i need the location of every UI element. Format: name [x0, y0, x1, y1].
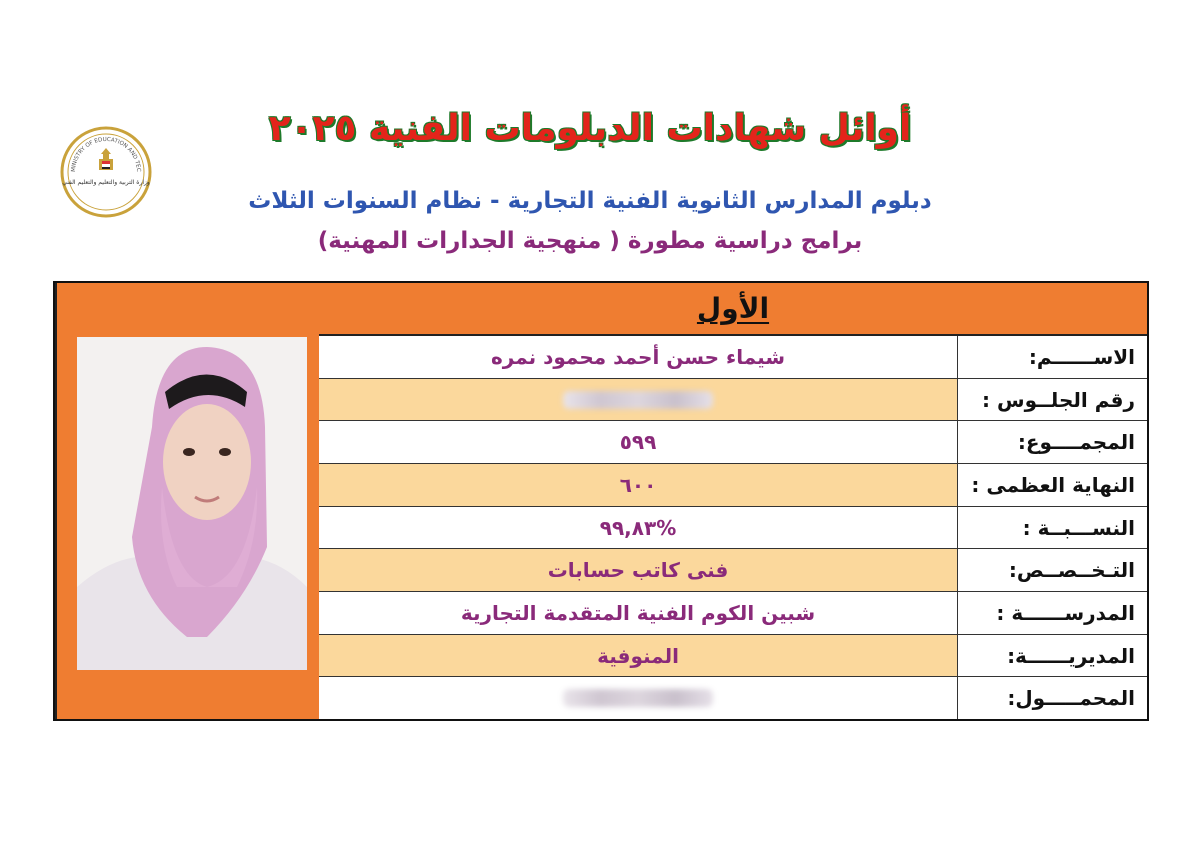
row-value: %٩٩,٨٣ — [319, 507, 957, 549]
row-label: النســـبــة : — [957, 507, 1147, 549]
seal-text-arabic: وزارة التربية والتعليم والتعليم الفني — [62, 179, 150, 186]
info-table — [319, 283, 1147, 719]
table-row — [319, 635, 1147, 678]
row-label: المجمــــوع: — [957, 421, 1147, 463]
rank-label: الأول — [696, 292, 770, 325]
table-row — [319, 421, 1147, 464]
row-value: فنى كاتب حسابات — [319, 549, 957, 591]
row-value: المنوفية — [319, 635, 957, 677]
subtitle-diploma: دبلوم المدارس الثانوية الفنية التجارية - نظام السنوات الثلاث — [248, 188, 932, 214]
subtitle-program: برامج دراسية مطورة ( منهجية الجدارات المهنية) — [317, 228, 863, 254]
student-photo — [77, 337, 307, 670]
student-card — [53, 281, 1149, 721]
row-label: المحمـــــول: — [957, 677, 1147, 719]
table-row — [319, 592, 1147, 635]
row-label: المديريــــــة: — [957, 635, 1147, 677]
table-row — [319, 549, 1147, 592]
page-title: أوائل شهادات الدبلومات الفنية ٢٠٢٥ — [268, 108, 912, 149]
row-value: شيماء حسن أحمد محمود نمره — [319, 336, 957, 378]
table-row — [319, 677, 1147, 719]
seal-text: MINISTRY OF EDUCATION AND TEC — [70, 136, 142, 173]
row-value: ٦٠٠ — [319, 464, 957, 506]
row-label: التـخــصــص: — [957, 549, 1147, 591]
ministry-logo — [55, 126, 157, 218]
row-label: رقم الجلــوس : — [957, 379, 1147, 421]
row-value: شبين الكوم الفنية المتقدمة التجارية — [319, 592, 957, 634]
photo-panel — [55, 283, 319, 719]
rank-banner — [319, 283, 1147, 336]
table-row — [319, 507, 1147, 550]
table-row — [319, 379, 1147, 422]
row-label: الاســــــم: — [957, 336, 1147, 378]
redacted-value — [563, 689, 713, 707]
row-label: النهاية العظمى : — [957, 464, 1147, 506]
row-label: المدرســــــة : — [957, 592, 1147, 634]
row-value — [319, 379, 957, 421]
table-row — [319, 464, 1147, 507]
redacted-value — [563, 391, 713, 409]
row-value — [319, 677, 957, 719]
row-value: ٥٩٩ — [319, 421, 957, 463]
table-row — [319, 336, 1147, 379]
